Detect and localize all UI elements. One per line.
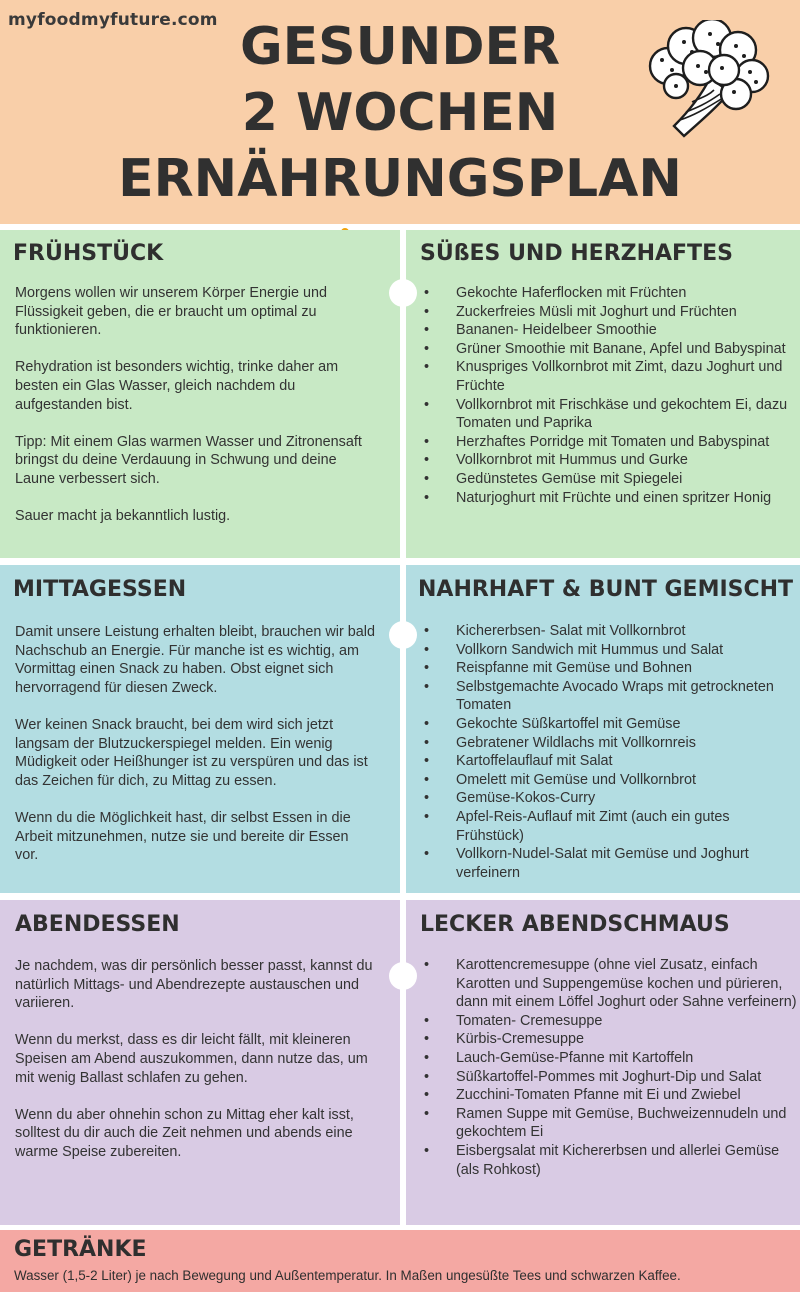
list-item: • Vollkornbrot mit Frischkäse und gekochtem Ei, dazu Tomaten und Paprika: [420, 396, 798, 433]
breakfast-text: [15, 284, 375, 526]
site-name: myfoodmyfuture.com: [8, 10, 218, 30]
list-item: • Reispfanne mit Gemüse und Bohnen: [420, 659, 798, 678]
drinks-text: Wasser (1,5-2 Liter) je nach Bewegung und Außentemperatur. In Maßen ungesüßte Tees und schwarzen Kaffee.: [14, 1268, 681, 1283]
list-item: • Apfel-Reis-Auflauf mit Zimt (auch ein gutes Frühstück): [420, 808, 798, 845]
broccoli-icon: [640, 20, 772, 142]
breakfast-title: FRÜHSTÜCK: [13, 241, 164, 266]
divider-circle: [389, 279, 417, 307]
list-item: • Gekochte Süßkartoffel mit Gemüse: [420, 715, 798, 734]
list-item: • Vollkorn-Nudel-Salat mit Gemüse und Joghurt verfeinern: [420, 845, 798, 882]
list-item: • Ramen Suppe mit Gemüse, Buchweizennudeln und gekochtem Ei: [420, 1105, 798, 1142]
list-item: • Gebratener Wildlachs mit Vollkornreis: [420, 734, 798, 753]
list-item: • Omelett mit Gemüse und Vollkornbrot: [420, 771, 798, 790]
lunch-paragraph: Wenn du die Möglichkeit hast, dir selbst Essen in die Arbeit mitzunehmen, nutze sie und bereite dir Essen vor.: [15, 809, 351, 864]
list-item: • Eisbergsalat mit Kichererbsen und allerlei Gemüse (als Rohkost): [420, 1142, 798, 1179]
list-item: • Süßkartoffel-Pommes mit Joghurt-Dip und Salat: [420, 1068, 798, 1087]
list-item: • Gedünstetes Gemüse mit Spiegelei: [420, 470, 798, 489]
list-item: • Naturjoghurt mit Früchte und einen spritzer Honig: [420, 489, 798, 508]
dinner-paragraph: Wenn du aber ohnehin schon zu Mittag eher kalt isst, solltest du dir auch die Zeit nehmen und abends eine warme Speise zubereiten.: [15, 1106, 354, 1160]
breakfast-list: [420, 284, 798, 507]
list-item: • Karottencremesuppe (ohne viel Zusatz, einfach Karotten und Suppengemüse kochen und pürieren, dann mit einem Löffel Joghurt oder Sahne verfeinern): [420, 956, 798, 1012]
lunch-list: [420, 622, 798, 882]
title-line-3: ERNÄHRUNGSPLAN: [118, 149, 682, 209]
lunch-paragraph: Damit unsere Leistung erhalten bleibt, brauchen wir bald Nachschub an Energie. Für manche ist es wichtig, am Vormittag einen Snack zu haben. Obst eignet sich hervorragend für diesen Zweck.: [15, 624, 375, 696]
list-item: • Tomaten- Cremesuppe: [420, 1012, 798, 1031]
lunch-title: MITTAGESSEN: [13, 577, 187, 602]
lunch-text: [15, 623, 375, 865]
dinner-paragraph: Je nachdem, was dir persönlich besser passt, kannst du natürlich Mittags- und Abendrezepte austauschen und variieren.: [15, 958, 373, 1012]
list-item: • Gekochte Haferflocken mit Früchten: [420, 284, 798, 303]
list-item: • Zuckerfreies Müsli mit Joghurt und Früchten: [420, 303, 798, 322]
divider-circle: [389, 962, 417, 990]
list-item: • Vollkorn Sandwich mit Hummus und Salat: [420, 641, 798, 660]
list-item: • Kürbis-Cremesuppe: [420, 1030, 798, 1049]
list-item: • Bananen- Heidelbeer Smoothie: [420, 321, 798, 340]
list-item: • Vollkornbrot mit Hummus und Gurke: [420, 451, 798, 470]
list-item: • Selbstgemachte Avocado Wraps mit getrockneten Tomaten: [420, 678, 798, 715]
title-line-1: GESUNDER: [239, 17, 561, 77]
divider-circle: [389, 621, 417, 649]
breakfast-paragraph: Rehydration ist besonders wichtig, trinke daher am besten ein Glas Wasser, gleich nachdem du aufgestanden bist.: [15, 359, 339, 413]
breakfast-paragraph: Tipp: Mit einem Glas warmen Wasser und Zitronensaft bringst du deine Verdauung in Schwung und deine Laune verbessert sich.: [15, 433, 362, 487]
title-line-2: 2 WOCHEN: [241, 83, 559, 143]
list-item: • Lauch-Gemüse-Pfanne mit Kartoffeln: [420, 1049, 798, 1068]
breakfast-paragraph: Sauer macht ja bekanntlich lustig.: [15, 508, 231, 525]
list-item: • Gemüse-Kokos-Curry: [420, 789, 798, 808]
dinner-paragraph: Wenn du merkst, dass es dir leicht fällt, mit kleineren Speisen am Abend auszukommen, dann nutze das, um mit wenig Ballast schlafen zu gehen.: [15, 1032, 368, 1086]
dinner-list: [420, 956, 798, 1179]
list-item: • Zucchini-Tomaten Pfanne mit Ei und Zwiebel: [420, 1086, 798, 1105]
lunch-list-title: NAHRHAFT & BUNT GEMISCHT: [418, 577, 794, 602]
breakfast-list-title: SÜßES UND HERZHAFTES: [420, 241, 733, 266]
list-item: • Kartoffelauflauf mit Salat: [420, 752, 798, 771]
breakfast-paragraph: Morgens wollen wir unserem Körper Energie und Flüssigkeit geben, die er braucht um optimal zu funktionieren.: [15, 285, 327, 339]
dinner-list-title: LECKER ABENDSCHMAUS: [420, 912, 730, 937]
dinner-text: [15, 957, 375, 1162]
lunch-paragraph: Wer keinen Snack braucht, bei dem wird sich jetzt langsam der Blutzuckerspiegel melden. Ein wenig Müdigkeit oder Heißhunger ist zu verspüren und das ist das Zeichen für dich, zu Mittag zu essen.: [15, 716, 368, 789]
list-item: • Kichererbsen- Salat mit Vollkornbrot: [420, 622, 798, 641]
drinks-title: GETRÄNKE: [14, 1237, 147, 1262]
dinner-title: ABENDESSEN: [15, 912, 180, 937]
list-item: • Knuspriges Vollkornbrot mit Zimt, dazu Joghurt und Früchte: [420, 358, 798, 395]
list-item: • Herzhaftes Porridge mit Tomaten und Babyspinat: [420, 433, 798, 452]
list-item: • Grüner Smoothie mit Banane, Apfel und Babyspinat: [420, 340, 798, 359]
header: [0, 0, 800, 224]
